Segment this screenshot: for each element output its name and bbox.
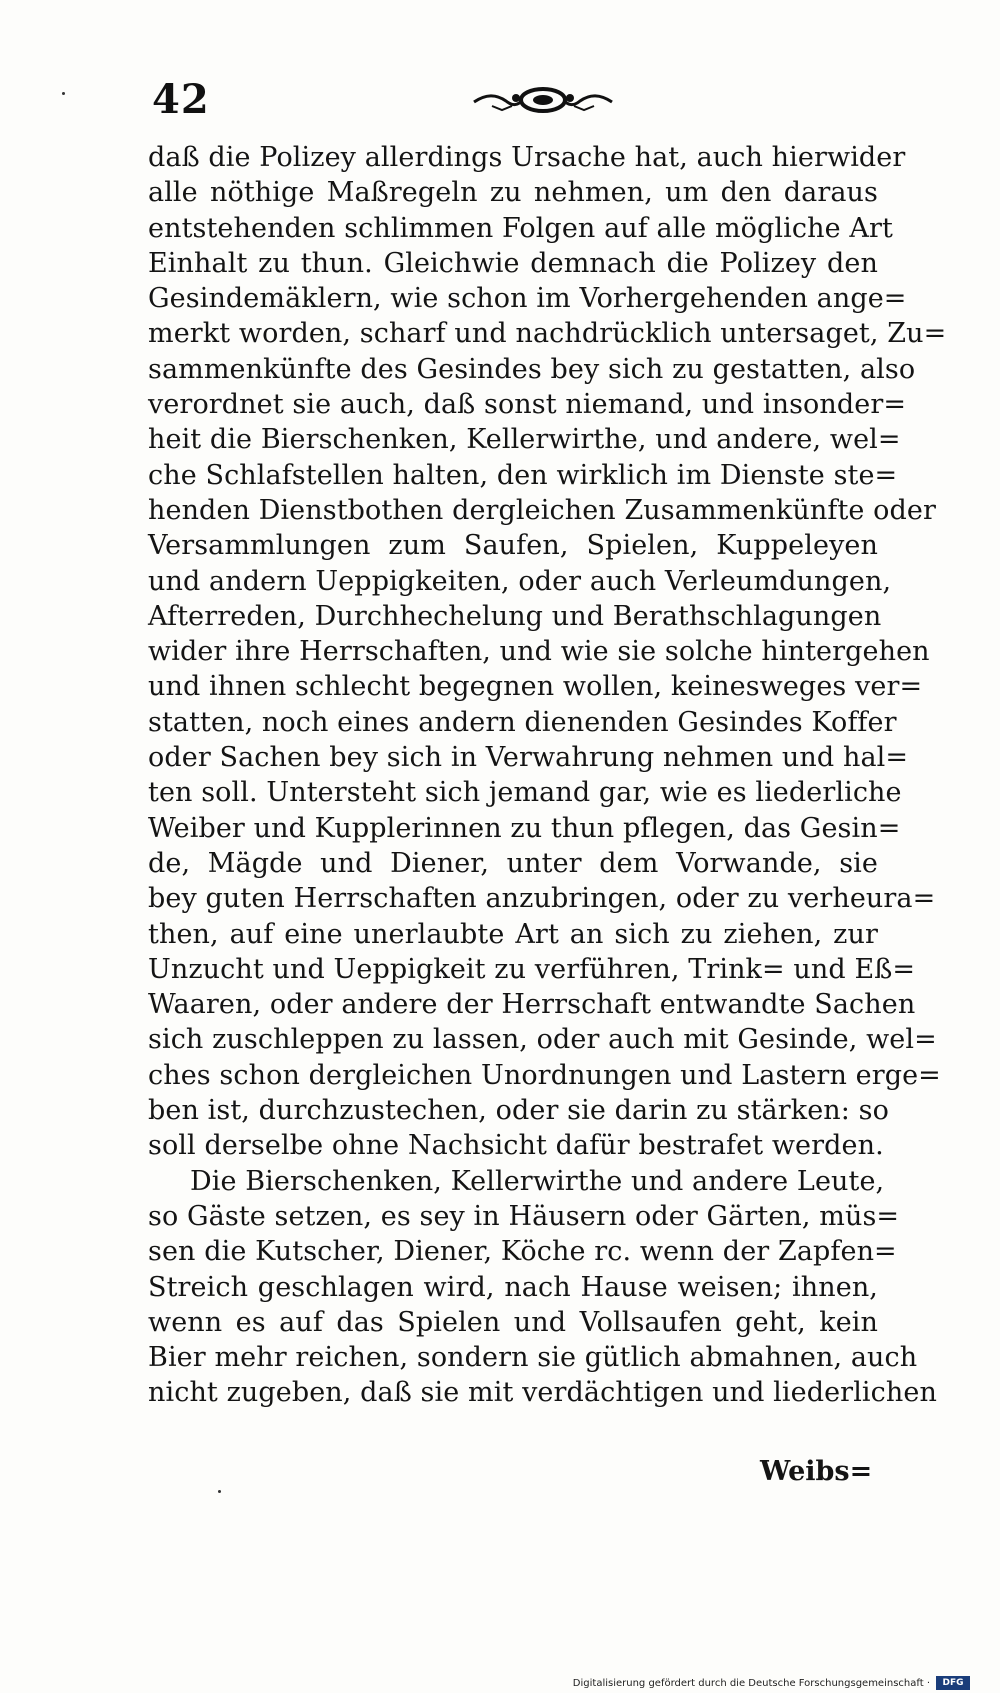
page-number: 42 xyxy=(152,76,210,123)
text-line: Bier mehr reichen, sondern sie gütlich abmahnen, auch xyxy=(148,1342,918,1374)
text-line: heit die Bierschenken, Kellerwirthe, und andere, wel= xyxy=(148,424,901,456)
text-line: verordnet sie auch, daß sonst niemand, und insonder= xyxy=(148,389,907,421)
text-line: de, Mägde und Diener, unter dem Vorwande, sie xyxy=(148,847,878,879)
text-line: Einhalt zu thun. Gleichwie demnach die Polizey den xyxy=(148,247,878,279)
text-line: che Schlafstellen halten, den wirklich im Dienste ste= xyxy=(148,459,898,491)
text-line: Unzucht und Ueppigkeit zu verführen, Trink= und Eß= xyxy=(148,953,916,985)
body-text xyxy=(148,140,947,1411)
text-line: Gesindemäklern, wie schon im Vorhergehenden ange= xyxy=(148,283,907,315)
dfg-logo-icon: DFG xyxy=(936,1676,970,1690)
text-line: henden Dienstbothen dergleichen Zusammenkünfte oder xyxy=(148,494,936,526)
text-line: then, auf eine unerlaubte Art an sich zu ziehen, zur xyxy=(148,918,878,950)
text-line: statten, noch eines andern dienenden Gesindes Koffer xyxy=(148,706,897,738)
text-line: oder Sachen bey sich in Verwahrung nehmen und hal= xyxy=(148,742,909,774)
text-line: ten soll. Untersteht sich jemand gar, wie es liederliche xyxy=(148,777,902,809)
text-line: ben ist, durchzustechen, oder sie darin zu stärken: so xyxy=(148,1095,889,1127)
text-line: ches schon dergleichen Unordnungen und Lastern erge= xyxy=(148,1059,941,1091)
text-line: Afterreden, Durchhechelung und Berathschlagungen xyxy=(148,600,882,632)
text-line: bey guten Herrschaften anzubringen, oder zu verheura= xyxy=(148,883,936,915)
text-line: soll derselbe ohne Nachsicht dafür bestrafet werden. xyxy=(148,1130,884,1162)
digitization-credit: Digitalisierung gefördert durch die Deutsche Forschungsgemeinschaft · xyxy=(572,1678,930,1689)
text-line: Waaren, oder andere der Herrschaft entwandte Sachen xyxy=(148,989,916,1021)
text-line: nicht zugeben, daß sie mit verdächtigen und liederlichen xyxy=(148,1377,937,1409)
print-speck xyxy=(62,92,65,95)
text-line: merkt worden, scharf und nachdrücklich untersaget, Zu= xyxy=(148,318,947,350)
text-line: Die Bierschenken, Kellerwirthe und andere Leute, xyxy=(190,1165,885,1197)
text-line: entstehenden schlimmen Folgen auf alle mögliche Art xyxy=(148,212,893,244)
text-line: sammenkünfte des Gesindes bey sich zu gestatten, also xyxy=(148,353,916,385)
catchword: Weibs= xyxy=(760,1456,873,1487)
text-line: Weiber und Kupplerinnen zu thun pflegen, das Gesin= xyxy=(148,812,901,844)
text-line: sich zuschleppen zu lassen, oder auch mit Gesinde, wel= xyxy=(148,1024,937,1056)
text-line: so Gäste setzen, es sey in Häusern oder Gärten, müs= xyxy=(148,1200,900,1232)
text-line: Versammlungen zum Saufen, Spielen, Kuppeleyen xyxy=(148,530,878,562)
text-line: wenn es auf das Spielen und Vollsaufen geht, kein xyxy=(148,1306,878,1338)
text-line: Streich geschlagen wird, nach Hause weisen; ihnen, xyxy=(148,1271,878,1303)
text-line: alle nöthige Maßregeln zu nehmen, um den daraus xyxy=(148,177,878,209)
text-line: sen die Kutscher, Diener, Köche rc. wenn der Zapfen= xyxy=(148,1236,897,1268)
text-line: wider ihre Herrschaften, und wie sie solche hintergehen xyxy=(148,636,930,668)
print-speck xyxy=(218,1490,221,1493)
text-line: daß die Polizey allerdings Ursache hat, auch hierwider xyxy=(148,142,906,173)
text-line: und andern Ueppigkeiten, oder auch Verleumdungen, xyxy=(148,565,892,597)
header-ornament-icon xyxy=(472,84,614,116)
text-line: und ihnen schlecht begegnen wollen, keinesweges ver= xyxy=(148,671,923,703)
